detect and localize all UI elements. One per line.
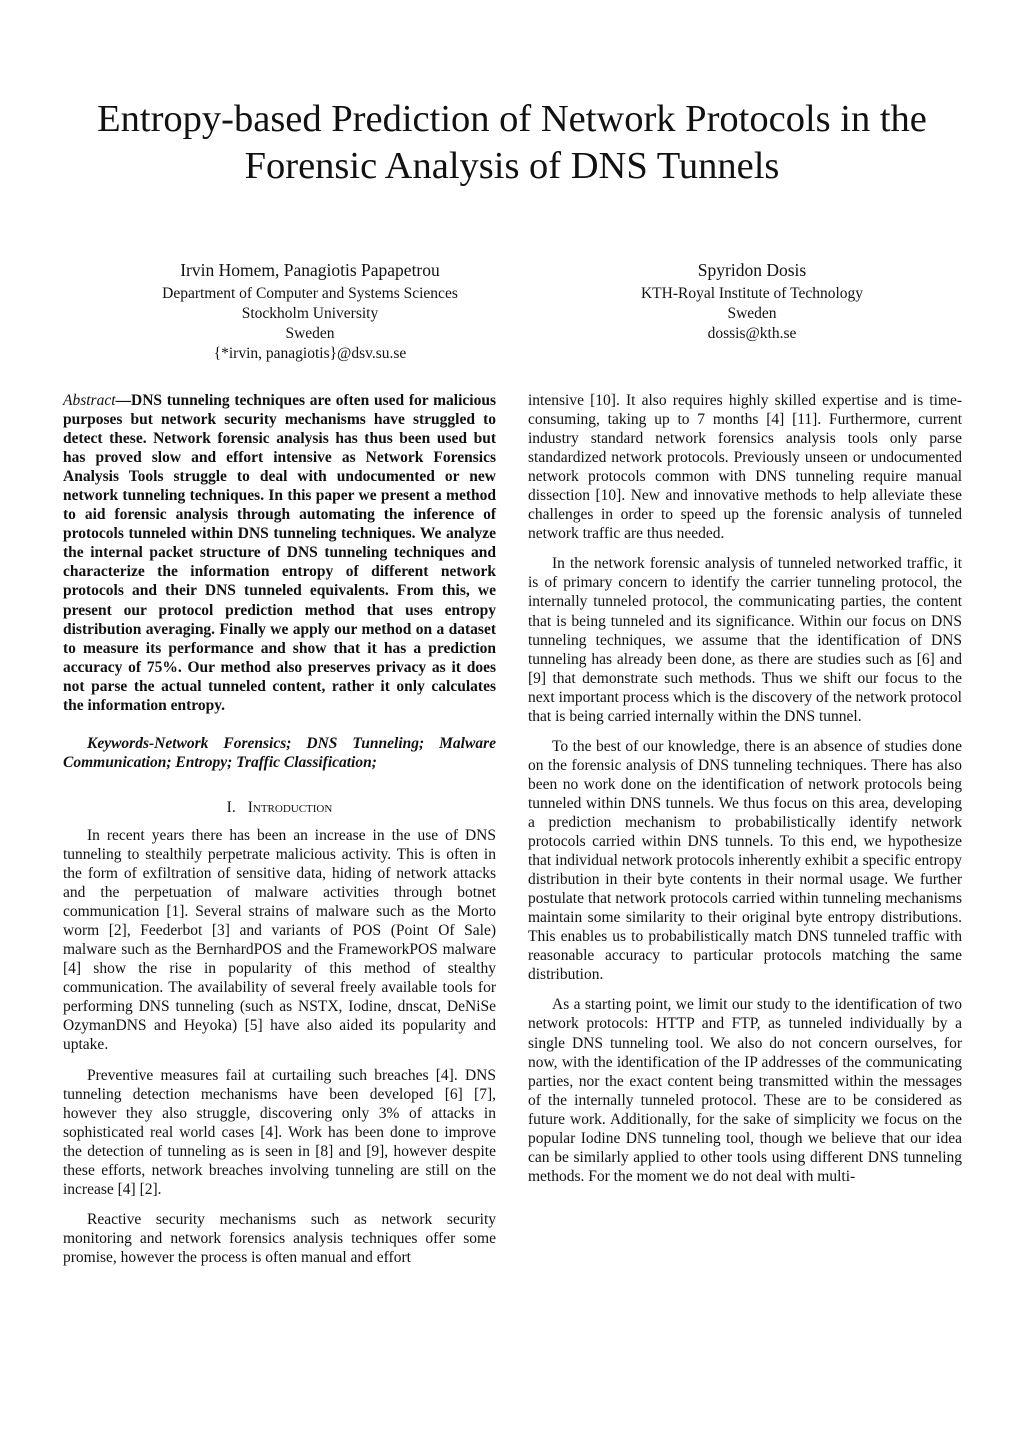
right-paragraph-2: In the network forensic analysis of tunneled networked traffic, it is of primary concern to identify the carrier tunneling protocol, the internally tunneled protocol, the communicating parties, the content that is being tunneled and its significance. Within our focus on DNS tunneling techniques, we assume that the identification of DNS tunneling has already been done, as there are studies such as [6] and [9] that demonstrate such methods. Thus we shift our focus to the next important process which is the discovery of the network protocol that is being carried internally within the DNS tunnel.: [528, 555, 962, 725]
intro-paragraph-2: Preventive measures fail at curtailing such breaches [4]. DNS tunneling detection mechanisms have been developed [6] [7], however they also struggle, discovering only 3% of attacks in sophisticated real world cases [4]. Work has been done to improve the detection of tunneling as is seen in [8] and [9], however despite these efforts, network breaches involving tunneling are still on the increase [4] [2].: [63, 1066, 496, 1198]
right-paragraph-4: As a starting point, we limit our study to the identification of two network protocols: HTTP and FTP, as tunneled individually by a single DNS tunneling tool. We also do not concern ourselves, for now, with the identification of the IP addresses of the communicating parties, nor the exact content being transmitted within the messages of the internally tunneled protocol. These are to be considered as future work. Additionally, for the sake of simplicity we focus on the popular Iodine DNS tunneling tool, though we believe that our idea can be similarly applied to other tools using different DNS tunneling methods. For the moment we do not deal with multi-: [528, 996, 962, 1185]
author-affiliation-institute: KTH-Royal Institute of Technology: [640, 285, 864, 302]
author-email-1: {*irvin, panagiotis}@dsv.su.se: [213, 345, 407, 362]
author-block-2: [580, 259, 924, 344]
abstract-label: Abstract: [63, 392, 116, 409]
author-names-2: Spyridon Dosis: [697, 260, 807, 280]
author-affiliation-university: Stockholm University: [241, 305, 379, 322]
title-line-2: Forensic Analysis of DNS Tunnels: [244, 145, 780, 187]
keywords: Keywords-Network Forensics; DNS Tunneling; Malware Communication; Entropy; Traffic Classification;: [63, 734, 496, 771]
section-heading-introduction: [63, 798, 496, 817]
author-affiliation-dept: Department of Computer and Systems Sciences: [162, 285, 458, 302]
section-title: Introduction: [247, 798, 333, 816]
title-line-1: Entropy-based Prediction of Network Protocols in the: [97, 98, 927, 140]
author-block-1: [110, 259, 510, 364]
section-number: I.: [226, 798, 236, 816]
author-names-1: Irvin Homem, Panagiotis Papapetrou: [180, 260, 440, 280]
right-paragraph-1: intensive [10]. It also requires highly skilled expertise and is time-consuming, taking up to 7 months [4] [11]. Furthermore, current industry standard network forensics analysis tools only parse standardized network protocols. Previously unseen or undocumented network protocols common with DNS tunneling require manual dissection [10]. New and innovative methods to help alleviate these challenges in order to speed up the forensic analysis of tunneled network traffic are thus needed.: [528, 392, 962, 543]
right-column: [528, 391, 962, 1197]
author-affiliation-country: Sweden: [285, 325, 335, 342]
abstract: [63, 391, 496, 715]
left-column: [63, 391, 496, 1278]
author-affiliation-country-2: Sweden: [727, 305, 777, 322]
right-paragraph-3: To the best of our knowledge, there is an absence of studies done on the forensic analysis of DNS tunneling techniques. There has also been no work done on the identification of network protocols being tunneled within DNS tunnels. We thus focus on this area, developing a prediction mechanism to probabilistically identify network protocols carried within DNS tunnels. To this end, we hypothesize that individual network protocols inherently exhibit a specific entropy distribution in their byte contents in their normal usage. We further postulate that network protocols carried within tunneling mechanisms maintain some similarity to their original byte entropy distributions. This enables us to probabilistically match DNS tunneled traffic with reasonable accuracy to particular protocols matching the same distribution.: [528, 737, 962, 984]
intro-paragraph-3: Reactive security mechanisms such as network security monitoring and network forensics analysis techniques offer some promise, however the process is often manual and effort: [63, 1210, 496, 1266]
intro-paragraph-1: In recent years there has been an increase in the use of DNS tunneling to stealthily perpetrate malicious activity. This is often in the form of exfiltration of sensitive data, hiding of network attacks and the perpetuation of malware activities through botnet communication [1]. Several strains of malware such as the Morto worm [2], Feederbot [3] and variants of POS (Point Of Sale) malware such as the BernhardPOS and the FrameworkPOS malware [4] show the rise in popularity of this method of stealthy communication. The availability of several freely available tools for performing DNS tunneling (such as NSTX, Iodine, dnscat, DeNiSe OzymanDNS and Heyoka) [5] have also aided its popularity and uptake.: [63, 826, 496, 1054]
author-email-2: dossis@kth.se: [707, 325, 797, 342]
abstract-text: —DNS tunneling techniques are often used for malicious purposes but network security mechanisms have struggled to detect these. Network forensic analysis has thus been used but has proved slow and effort intensive as Network Forensics Analysis Tools struggle to deal with undocumented or new network tunneling techniques. In this paper we present a method to aid forensic analysis through automating the inference of protocols tunneled within DNS tunneling techniques. We analyze the internal packet structure of DNS tunneling techniques and characterize the information entropy of different network protocols and their DNS tunneled equivalents. From this, we present our protocol prediction method that uses entropy distribution averaging. Finally we apply our method on a dataset to measure its performance and show that it has a prediction accuracy of 75%. Our method also preserves privacy as it does not parse the actual tunneled content, rather it only calculates the information entropy.: [63, 392, 496, 714]
paper-title: [40, 96, 984, 190]
